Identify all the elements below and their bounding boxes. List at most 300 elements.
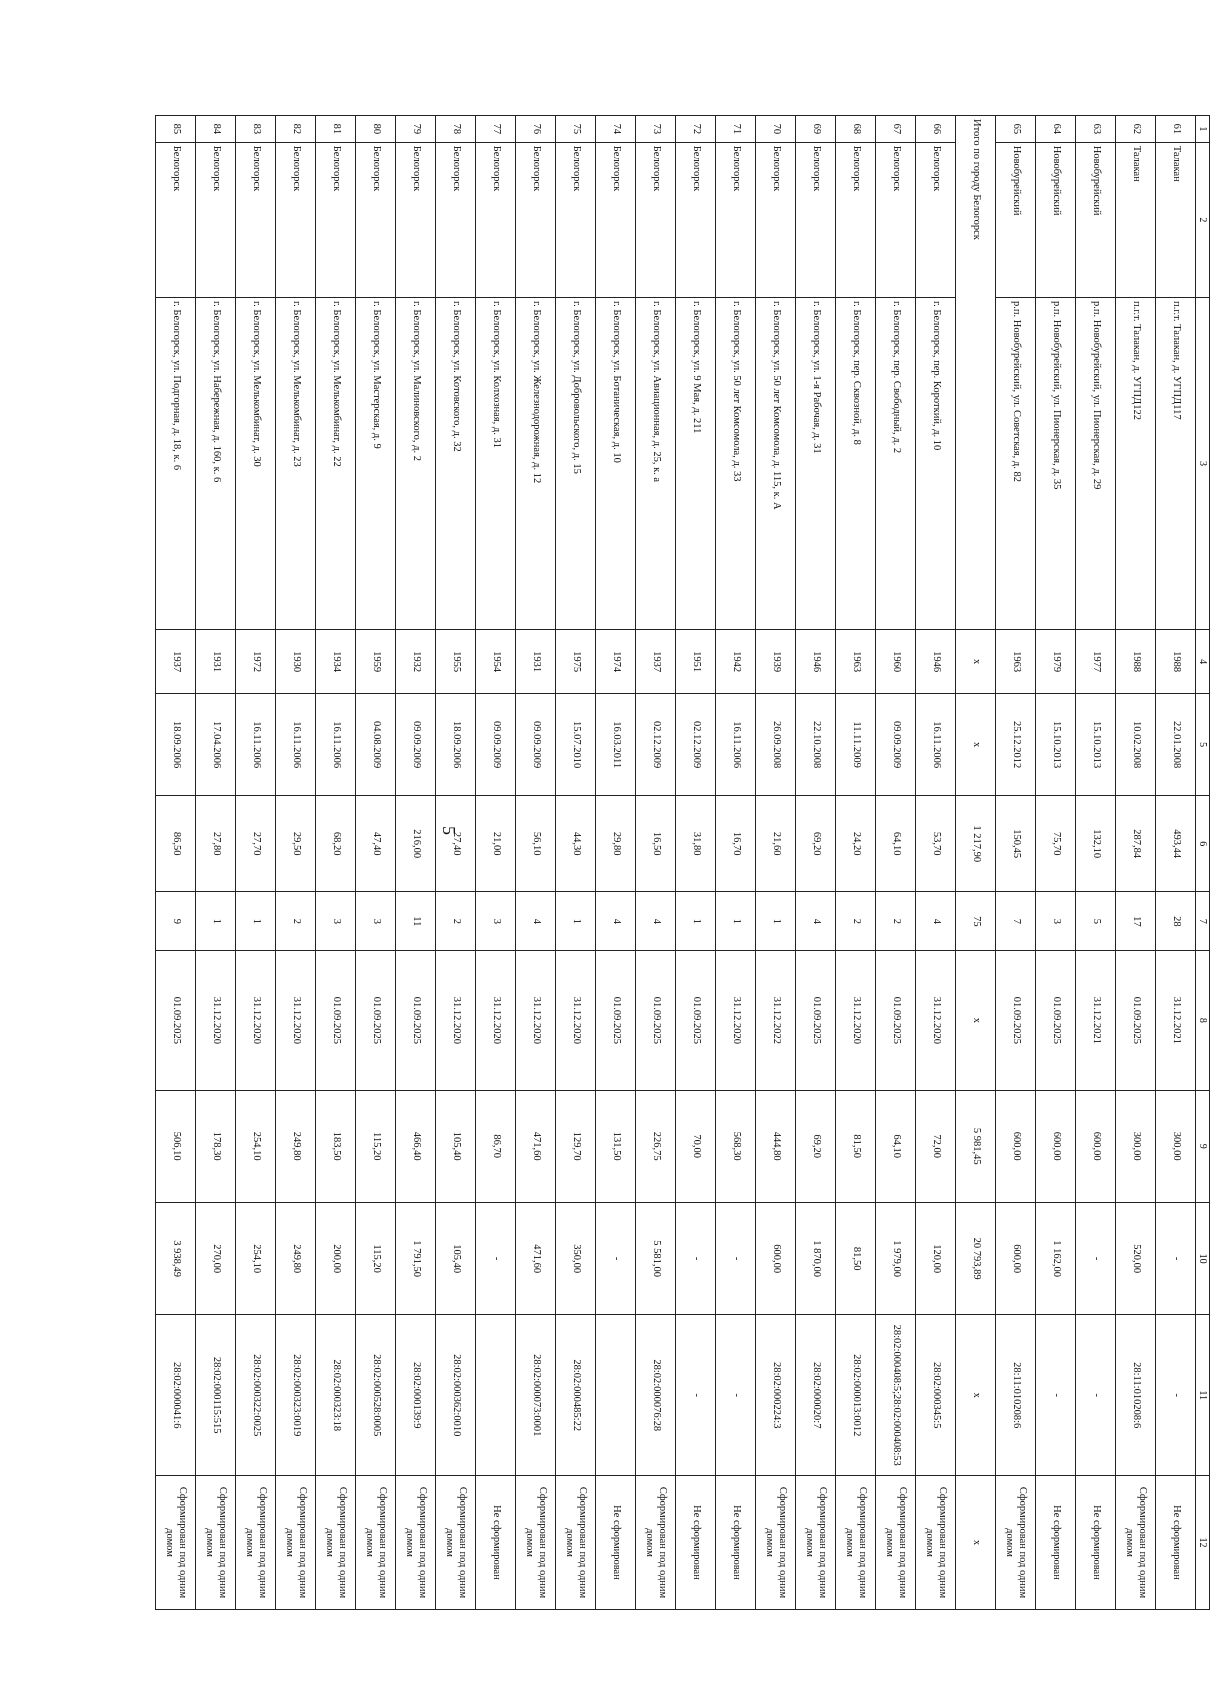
address-cell: р.п. Новобурейский, ул. Пионерская, д. 35 (1036, 298, 1076, 630)
status-cell: Сформирован под одним домом (196, 1476, 236, 1610)
address-cell: г. Белогорск, ул. Добровольского, д. 15 (556, 298, 596, 630)
cadastral-cell: 28:02:000322:0025 (236, 1315, 276, 1476)
area-cell: 31,80 (676, 796, 716, 892)
district-cell: Белогорск (916, 142, 956, 297)
col9-cell: 72,00 (916, 1090, 956, 1202)
area-cell: 68,20 (316, 796, 356, 892)
col10-cell: 200,00 (316, 1202, 356, 1314)
address-cell: г. Белогорск, ул. Подгорная, д. 18, к. 6 (156, 298, 196, 630)
col10-cell: - (476, 1202, 516, 1314)
date-cell: 15.07.2010 (556, 694, 596, 796)
area-cell: 27,80 (196, 796, 236, 892)
cadastral-cell: - (1156, 1315, 1196, 1476)
year-cell: 1963 (996, 630, 1036, 694)
row-number: 61 (1156, 116, 1196, 143)
year-cell: 1931 (196, 630, 236, 694)
district-cell: Белогорск (476, 142, 516, 297)
address-cell: г. Белогорск, ул. 1-я Рабочая, д. 31 (796, 298, 836, 630)
deadline-cell: 01.09.2025 (1036, 951, 1076, 1090)
deadline-cell: 31.12.2020 (196, 951, 236, 1090)
date-cell: 15.10.2013 (1036, 694, 1076, 796)
column-number: 8 (1196, 951, 1210, 1090)
deadline-cell: 31.12.2022 (756, 951, 796, 1090)
deadline-cell: 01.09.2025 (316, 951, 356, 1090)
row-number: 73 (636, 116, 676, 143)
cadastral-cell: 28:02:000224:3 (756, 1315, 796, 1476)
summary-c10: 20 793,89 (956, 1202, 996, 1314)
status-cell: Не сформирован (716, 1476, 756, 1610)
deadline-cell: 01.09.2025 (596, 951, 636, 1090)
year-cell: 1939 (756, 630, 796, 694)
cadastral-cell: 28:02:000076:28 (636, 1315, 676, 1476)
deadline-cell: 31.12.2020 (276, 951, 316, 1090)
district-cell: Белогорск (636, 142, 676, 297)
cadastral-cell: 28:02:000013:0012 (836, 1315, 876, 1476)
cadastral-cell: 28:02:000115:515 (196, 1315, 236, 1476)
address-cell: г. Белогорск, пер. Сквозной, д. 8 (836, 298, 876, 630)
cadastral-cell: 28:02:000485:22 (556, 1315, 596, 1476)
row-number: 75 (556, 116, 596, 143)
col9-cell: 105,40 (436, 1090, 476, 1202)
year-cell: 1979 (1036, 630, 1076, 694)
summary-c9: 5 981,45 (956, 1090, 996, 1202)
district-cell: Белогорск (756, 142, 796, 297)
people-cell: 2 (276, 892, 316, 951)
status-cell: Сформирован под одним домом (156, 1476, 196, 1610)
status-cell: Сформирован под одним домом (556, 1476, 596, 1610)
cadastral-cell: 28:02:000362:0010 (436, 1315, 476, 1476)
area-cell: 27,70 (236, 796, 276, 892)
address-cell: г. Белогорск, ул. Мелькомбинат, д. 30 (236, 298, 276, 630)
year-cell: 1959 (356, 630, 396, 694)
people-cell: 28 (1156, 892, 1196, 951)
summary-c8: х (956, 951, 996, 1090)
page-number: 5 (439, 826, 459, 835)
area-cell: 16,50 (636, 796, 676, 892)
address-cell: г. Белогорск, ул. Котовского, д. 32 (436, 298, 476, 630)
col10-cell: 1 870,00 (796, 1202, 836, 1314)
column-number: 12 (1196, 1476, 1210, 1610)
date-cell: 09.09.2009 (876, 694, 916, 796)
date-cell: 22.10.2008 (796, 694, 836, 796)
col10-cell: 1 162,00 (1036, 1202, 1076, 1314)
deadline-cell: 31.12.2020 (916, 951, 956, 1090)
rotated-table-container (155, 115, 1210, 1610)
status-cell: Не сформирован (596, 1476, 636, 1610)
district-cell: Белогорск (716, 142, 756, 297)
col9-cell: 183,50 (316, 1090, 356, 1202)
table-row (516, 116, 556, 1610)
cadastral-cell: 28:02:000073:0001 (516, 1315, 556, 1476)
column-number: 3 (1196, 298, 1210, 630)
column-number-row (1196, 116, 1210, 1610)
col10-cell: - (1156, 1202, 1196, 1314)
area-cell: 216,00 (396, 796, 436, 892)
date-cell: 25.12.2012 (996, 694, 1036, 796)
table-row (196, 116, 236, 1610)
cadastral-cell: 28:02:000345:5 (916, 1315, 956, 1476)
cadastral-cell: - (1076, 1315, 1116, 1476)
deadline-cell: 01.09.2025 (1116, 951, 1156, 1090)
row-number: 66 (916, 116, 956, 143)
col9-cell: 129,70 (556, 1090, 596, 1202)
row-number: 67 (876, 116, 916, 143)
people-cell: 3 (1036, 892, 1076, 951)
column-number: 2 (1196, 142, 1210, 297)
row-number: 77 (476, 116, 516, 143)
col10-cell: 1 979,00 (876, 1202, 916, 1314)
col9-cell: 249,80 (276, 1090, 316, 1202)
area-cell: 53,70 (916, 796, 956, 892)
col9-cell: 254,10 (236, 1090, 276, 1202)
area-cell: 21,00 (476, 796, 516, 892)
cadastral-cell: 28:02:000139:9 (396, 1315, 436, 1476)
district-cell: Новобурейский (1036, 142, 1076, 297)
area-cell: 287,84 (1116, 796, 1156, 892)
people-cell: 1 (236, 892, 276, 951)
deadline-cell: 01.09.2025 (356, 951, 396, 1090)
status-cell: Сформирован под одним домом (756, 1476, 796, 1610)
cadastral-cell: 28:02:000528:0005 (356, 1315, 396, 1476)
row-number: 83 (236, 116, 276, 143)
year-cell: 1977 (1076, 630, 1116, 694)
cadastral-cell: - (716, 1315, 756, 1476)
column-number: 7 (1196, 892, 1210, 951)
row-number: 81 (316, 116, 356, 143)
area-cell: 132,10 (1076, 796, 1116, 892)
status-cell: Сформирован под одним домом (436, 1476, 476, 1610)
table-row (396, 116, 436, 1610)
deadline-cell: 31.12.2021 (1156, 951, 1196, 1090)
status-cell: Сформирован под одним домом (996, 1476, 1036, 1610)
row-number: 62 (1116, 116, 1156, 143)
table-row (596, 116, 636, 1610)
address-cell: р.п. Новобурейский, ул. Пионерская, д. 29 (1076, 298, 1116, 630)
address-cell: г. Белогорск, ул. Мелькомбинат, д. 23 (276, 298, 316, 630)
column-number: 1 (1196, 116, 1210, 143)
district-cell: Белогорск (676, 142, 716, 297)
column-number: 6 (1196, 796, 1210, 892)
table-row (276, 116, 316, 1610)
area-cell: 150,45 (996, 796, 1036, 892)
cadastral-cell: - (676, 1315, 716, 1476)
col10-cell: 471,60 (516, 1202, 556, 1314)
status-cell: Не сформирован (1156, 1476, 1196, 1610)
row-number: 80 (356, 116, 396, 143)
people-cell: 4 (596, 892, 636, 951)
people-cell: 2 (836, 892, 876, 951)
people-cell: 5 (1076, 892, 1116, 951)
row-number: 72 (676, 116, 716, 143)
row-number: 63 (1076, 116, 1116, 143)
row-number: 65 (996, 116, 1036, 143)
date-cell: 16.11.2006 (236, 694, 276, 796)
deadline-cell: 31.12.2020 (516, 951, 556, 1090)
deadline-cell: 01.09.2025 (636, 951, 676, 1090)
cadastral-cell: - (1036, 1315, 1076, 1476)
date-cell: 09.09.2009 (476, 694, 516, 796)
date-cell: 10.02.2008 (1116, 694, 1156, 796)
cadastral-cell: 28:02:000041:6 (156, 1315, 196, 1476)
district-cell: Белогорск (156, 142, 196, 297)
column-number: 10 (1196, 1202, 1210, 1314)
district-cell: Талакан (1116, 142, 1156, 297)
area-cell: 86,50 (156, 796, 196, 892)
deadline-cell: 31.12.2020 (556, 951, 596, 1090)
deadline-cell: 31.12.2020 (436, 951, 476, 1090)
col10-cell: 5 581,00 (636, 1202, 676, 1314)
table-row (356, 116, 396, 1610)
year-cell: 1934 (316, 630, 356, 694)
col10-cell: - (1076, 1202, 1116, 1314)
people-cell: 3 (316, 892, 356, 951)
area-cell: 16,70 (716, 796, 756, 892)
col9-cell: 226,75 (636, 1090, 676, 1202)
district-cell: Талакан (1156, 142, 1196, 297)
column-number: 5 (1196, 694, 1210, 796)
area-cell: 29,80 (596, 796, 636, 892)
district-cell: Белогорск (516, 142, 556, 297)
address-cell: г. Белогорск, пер. Короткий, д. 10 (916, 298, 956, 630)
address-cell: г. Белогорск, ул. 50 лет Комсомола, д. 33 (716, 298, 756, 630)
status-cell: Сформирован под одним домом (276, 1476, 316, 1610)
date-cell: 09.09.2009 (396, 694, 436, 796)
address-cell: г. Белогорск, ул. Набережная, д. 160, к. 6 (196, 298, 236, 630)
district-cell: Белогорск (876, 142, 916, 297)
summary-c4: х (956, 630, 996, 694)
date-cell: 04.08.2009 (356, 694, 396, 796)
col9-cell: 86,70 (476, 1090, 516, 1202)
deadline-cell: 31.12.2020 (476, 951, 516, 1090)
row-number: 85 (156, 116, 196, 143)
year-cell: 1955 (436, 630, 476, 694)
status-cell: Сформирован под одним домом (396, 1476, 436, 1610)
status-cell: Не сформирован (1036, 1476, 1076, 1610)
col9-cell: 300,00 (1156, 1090, 1196, 1202)
year-cell: 1988 (1156, 630, 1196, 694)
status-cell: Сформирован под одним домом (636, 1476, 676, 1610)
year-cell: 1946 (796, 630, 836, 694)
district-cell: Белогорск (796, 142, 836, 297)
cadastral-cell (476, 1315, 516, 1476)
address-cell: г. Белогорск, ул. Ботаническая, д. 10 (596, 298, 636, 630)
district-cell: Белогорск (276, 142, 316, 297)
col9-cell: 178,30 (196, 1090, 236, 1202)
area-cell: 493,44 (1156, 796, 1196, 892)
status-cell: Сформирован под одним домом (836, 1476, 876, 1610)
col10-cell: 600,00 (996, 1202, 1036, 1314)
table-row (796, 116, 836, 1610)
col10-cell: 520,00 (1116, 1202, 1156, 1314)
area-cell: 29,50 (276, 796, 316, 892)
district-cell: Белогорск (556, 142, 596, 297)
people-cell: 4 (916, 892, 956, 951)
table-row (1076, 116, 1116, 1610)
status-cell: Сформирован под одним домом (356, 1476, 396, 1610)
table-row (156, 116, 196, 1610)
status-cell: Не сформирован (476, 1476, 516, 1610)
year-cell: 1932 (396, 630, 436, 694)
date-cell: 16.11.2006 (276, 694, 316, 796)
deadline-cell: 01.09.2025 (396, 951, 436, 1090)
table-row (996, 116, 1036, 1610)
address-cell: г. Белогорск, ул. 50 лет Комсомола, д. 115, к. А (756, 298, 796, 630)
col10-cell: 105,40 (436, 1202, 476, 1314)
date-cell: 02.12.2009 (636, 694, 676, 796)
people-cell: 2 (876, 892, 916, 951)
table-row (236, 116, 276, 1610)
col10-cell: 270,00 (196, 1202, 236, 1314)
area-cell: 21,60 (756, 796, 796, 892)
people-cell: 3 (356, 892, 396, 951)
col9-cell: 600,00 (996, 1090, 1036, 1202)
people-cell: 17 (1116, 892, 1156, 951)
cadastral-cell: 28:02:000323:0019 (276, 1315, 316, 1476)
address-cell: г. Белогорск, ул. Железнодорожная, д. 12 (516, 298, 556, 630)
date-cell: 16.11.2006 (716, 694, 756, 796)
col9-cell: 600,00 (1036, 1090, 1076, 1202)
district-cell: Белогорск (316, 142, 356, 297)
table-row (916, 116, 956, 1610)
summary-c6: 1 217,90 (956, 796, 996, 892)
row-number: 78 (436, 116, 476, 143)
area-cell: 75,70 (1036, 796, 1076, 892)
address-cell: г. Белогорск, ул. 9 Мая, д. 211 (676, 298, 716, 630)
deadline-cell: 01.09.2025 (676, 951, 716, 1090)
column-number: 9 (1196, 1090, 1210, 1202)
deadline-cell: 01.09.2025 (996, 951, 1036, 1090)
date-cell: 17.04.2006 (196, 694, 236, 796)
row-number: 76 (516, 116, 556, 143)
address-cell: г. Белогорск, ул. Малиновского, д. 2 (396, 298, 436, 630)
address-cell: п.г.т. Талакан, д. УГПД122 (1116, 298, 1156, 630)
table-row (1036, 116, 1076, 1610)
status-cell: Сформирован под одним домом (236, 1476, 276, 1610)
cadastral-cell: 28:11:010208:6 (1116, 1315, 1156, 1476)
deadline-cell: 31.12.2020 (716, 951, 756, 1090)
table-row (316, 116, 356, 1610)
col10-cell: - (716, 1202, 756, 1314)
col10-cell: 350,00 (556, 1202, 596, 1314)
deadline-cell: 31.12.2020 (836, 951, 876, 1090)
address-cell: г. Белогорск, ул. Авиационная, д. 25, к. а (636, 298, 676, 630)
col10-cell: - (596, 1202, 636, 1314)
date-cell: 22.01.2008 (1156, 694, 1196, 796)
area-cell: 56,10 (516, 796, 556, 892)
table-row (676, 116, 716, 1610)
people-cell: 4 (516, 892, 556, 951)
people-cell: 9 (156, 892, 196, 951)
col9-cell: 444,80 (756, 1090, 796, 1202)
col10-cell: 600,00 (756, 1202, 796, 1314)
col9-cell: 70,00 (676, 1090, 716, 1202)
cadastral-cell: 28:11:010208:6 (996, 1315, 1036, 1476)
district-cell: Новобурейский (1076, 142, 1116, 297)
year-cell: 1974 (596, 630, 636, 694)
people-cell: 2 (436, 892, 476, 951)
row-number: 68 (836, 116, 876, 143)
col10-cell: 3 938,49 (156, 1202, 196, 1314)
address-cell: г. Белогорск, ул. Мастерская, д. 9 (356, 298, 396, 630)
date-cell: 18.09.2006 (436, 694, 476, 796)
table-row (756, 116, 796, 1610)
cadastral-cell: 28:02:000020:7 (796, 1315, 836, 1476)
date-cell: 16.11.2006 (316, 694, 356, 796)
date-cell: 15.10.2013 (1076, 694, 1116, 796)
col9-cell: 131,50 (596, 1090, 636, 1202)
district-cell: Белогорск (356, 142, 396, 297)
people-cell: 4 (796, 892, 836, 951)
date-cell: 09.09.2009 (516, 694, 556, 796)
col9-cell: 466,40 (396, 1090, 436, 1202)
row-number: 74 (596, 116, 636, 143)
address-cell: р.п. Новобурейский, ул. Советская, д. 82 (996, 298, 1036, 630)
table-row (716, 116, 756, 1610)
year-cell: 1946 (916, 630, 956, 694)
people-cell: 1 (716, 892, 756, 951)
area-cell: 27,40 (436, 796, 476, 892)
row-number: 69 (796, 116, 836, 143)
col10-cell: 249,80 (276, 1202, 316, 1314)
area-cell: 24,20 (836, 796, 876, 892)
district-cell: Белогорск (436, 142, 476, 297)
district-cell: Белогорск (596, 142, 636, 297)
col9-cell: 506,10 (156, 1090, 196, 1202)
people-cell: 11 (396, 892, 436, 951)
cadastral-cell: 28:02:000323:18 (316, 1315, 356, 1476)
col10-cell: - (676, 1202, 716, 1314)
col9-cell: 568,30 (716, 1090, 756, 1202)
deadline-cell: 31.12.2021 (1076, 951, 1116, 1090)
table-row (836, 116, 876, 1610)
cadastral-cell: 28:02:000408:5;28:02:000408:53 (876, 1315, 916, 1476)
address-cell: г. Белогорск, ул. Колхозная, д. 31 (476, 298, 516, 630)
year-cell: 1930 (276, 630, 316, 694)
row-number: 70 (756, 116, 796, 143)
row-number: 64 (1036, 116, 1076, 143)
deadline-cell: 01.09.2025 (156, 951, 196, 1090)
status-cell: Не сформирован (676, 1476, 716, 1610)
status-cell: Не сформирован (1076, 1476, 1116, 1610)
table-row (1116, 116, 1156, 1610)
date-cell: 02.12.2009 (676, 694, 716, 796)
summary-c11: х (956, 1315, 996, 1476)
summary-c12: х (956, 1476, 996, 1610)
row-number: 84 (196, 116, 236, 143)
deadline-cell: 01.09.2025 (796, 951, 836, 1090)
table-row (636, 116, 676, 1610)
status-cell: Сформирован под одним домом (1116, 1476, 1156, 1610)
status-cell: Сформирован под одним домом (916, 1476, 956, 1610)
status-cell: Сформирован под одним домом (316, 1476, 356, 1610)
year-cell: 1988 (1116, 630, 1156, 694)
status-cell: Сформирован под одним домом (876, 1476, 916, 1610)
area-cell: 69,20 (796, 796, 836, 892)
address-cell: г. Белогорск, пер. Свободный, д. 2 (876, 298, 916, 630)
table-row (556, 116, 596, 1610)
people-cell: 1 (196, 892, 236, 951)
year-cell: 1960 (876, 630, 916, 694)
year-cell: 1972 (236, 630, 276, 694)
table-row (876, 116, 916, 1610)
summary-row (956, 116, 996, 1610)
people-cell: 4 (636, 892, 676, 951)
summary-c5: х (956, 694, 996, 796)
year-cell: 1975 (556, 630, 596, 694)
col10-cell: 115,20 (356, 1202, 396, 1314)
table-row (436, 116, 476, 1610)
col9-cell: 600,00 (1076, 1090, 1116, 1202)
